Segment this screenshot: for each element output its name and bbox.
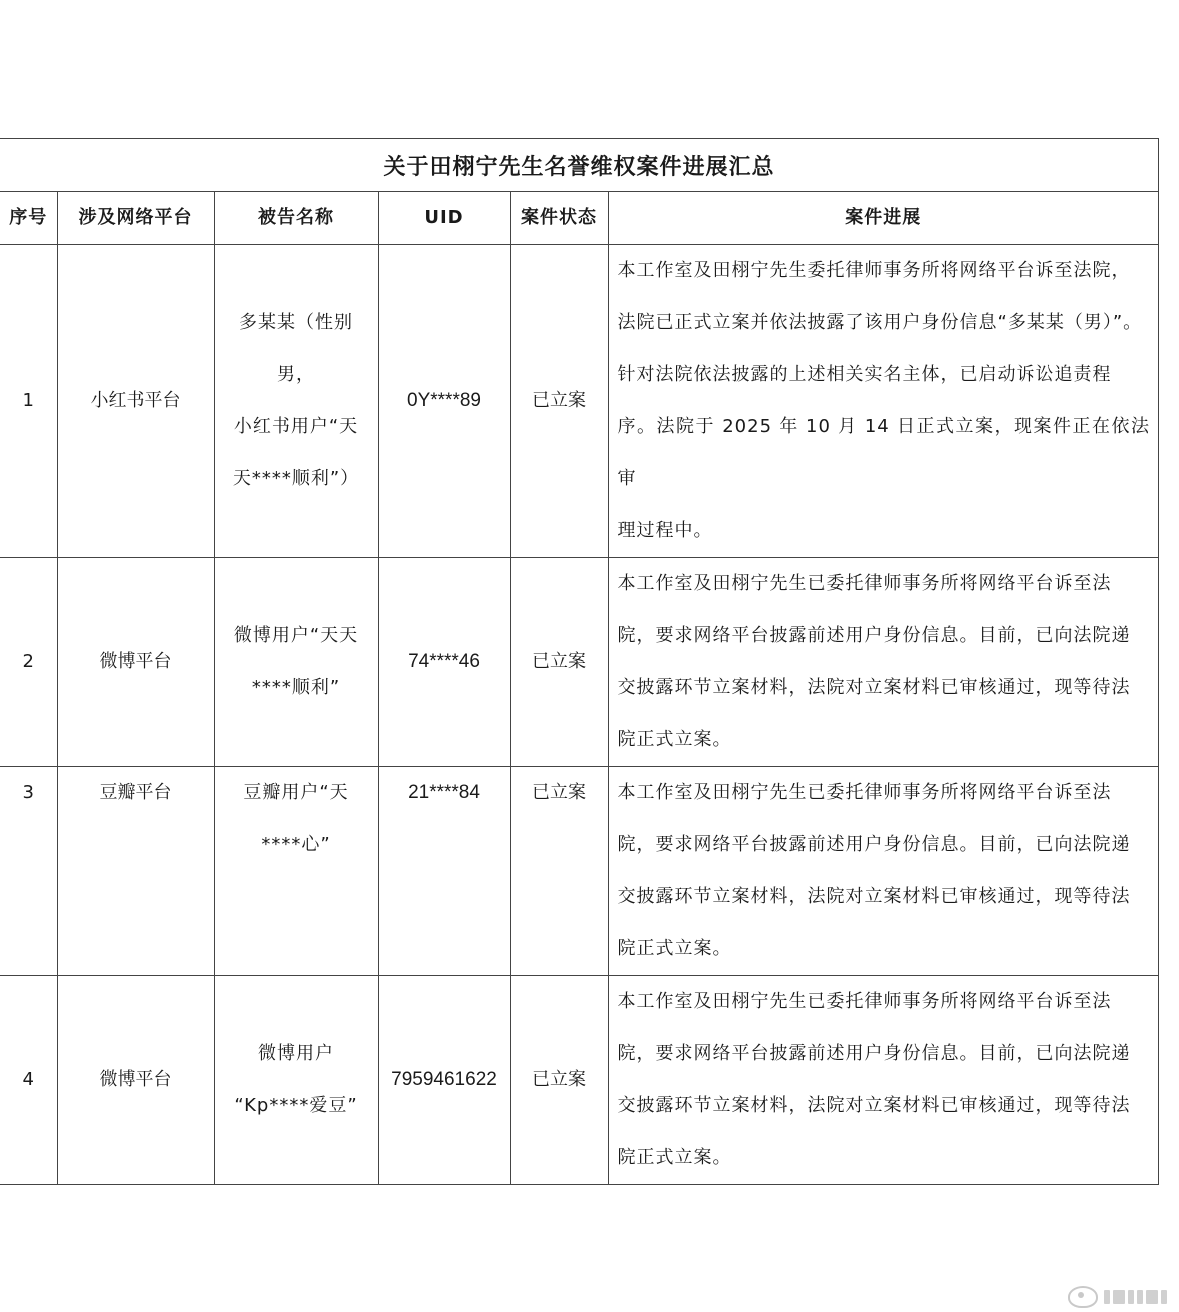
row-status: 已立案 [510,245,608,558]
defendant-line: “Kp****爱豆” [234,1095,358,1116]
header-uid: UID [378,192,510,245]
progress-line: 交披露环节立案材料，法院对立案材料已审核通过，现等待法 [617,886,1131,907]
case-summary-table-container [0,138,1159,1185]
progress-line: 序。法院于 2025 年 10 月 14 日正式立案，现案件正在依法审 [617,416,1150,489]
table-row [0,767,1158,976]
progress-line: 本工作室及田栩宁先生委托律师事务所将网络平台诉至法院， [617,260,1131,281]
defendant-line: 微博用户“天天 [233,625,359,646]
progress-line: 院正式立案。 [617,938,732,959]
row-progress [608,245,1158,558]
defendant-line: 微博用户 [258,1043,334,1064]
row-progress [608,767,1158,976]
defendant-line: 豆瓣用户“天 [243,782,349,803]
row-platform: 微博平台 [57,976,214,1185]
header-status: 案件状态 [510,192,608,245]
row-progress [608,558,1158,767]
row-defendant [214,245,378,558]
row-status: 已立案 [510,976,608,1185]
row-uid: 0Y****89 [378,245,510,558]
progress-line: 理过程中。 [617,520,713,541]
row-serial: 3 [0,767,57,976]
defendant-line: 小红书用户“天 [233,416,359,437]
row-uid: 7959461622 [378,976,510,1185]
row-status: 已立案 [510,767,608,976]
weibo-watermark [1068,1286,1167,1308]
weibo-logo-icon [1068,1286,1098,1308]
progress-line: 交披露环节立案材料，法院对立案材料已审核通过，现等待法 [617,1095,1131,1116]
table-row [0,976,1158,1185]
row-serial: 4 [0,976,57,1185]
progress-line: 本工作室及田栩宁先生已委托律师事务所将网络平台诉至法 [617,782,1112,803]
row-platform: 小红书平台 [57,245,214,558]
header-progress: 案件进展 [608,192,1158,245]
progress-line: 院正式立案。 [617,1147,732,1168]
row-uid: 21****84 [378,767,510,976]
table-header-row [0,192,1158,245]
defendant-line: 天****顺利”） [232,468,360,489]
header-platform: 涉及网络平台 [57,192,214,245]
progress-line: 针对法院依法披露的上述相关实名主体，已启动诉讼追责程 [617,364,1112,385]
progress-line: 本工作室及田栩宁先生已委托律师事务所将网络平台诉至法 [617,573,1112,594]
watermark-username-mark [1104,1290,1167,1304]
row-platform: 微博平台 [57,558,214,767]
row-uid: 74****46 [378,558,510,767]
progress-line: 院正式立案。 [617,729,732,750]
header-defendant: 被告名称 [214,192,378,245]
defendant-line: 多某某（性别男， [239,312,353,385]
table-row [0,245,1158,558]
row-serial: 1 [0,245,57,558]
row-defendant [214,767,378,976]
progress-line: 本工作室及田栩宁先生已委托律师事务所将网络平台诉至法 [617,991,1112,1012]
header-serial: 序号 [0,192,57,245]
row-progress [608,976,1158,1185]
case-table [0,192,1158,1184]
progress-line: 交披露环节立案材料，法院对立案材料已审核通过，现等待法 [617,677,1131,698]
progress-line: 院，要求网络平台披露前述用户身份信息。目前，已向法院递 [617,1043,1131,1064]
row-status: 已立案 [510,558,608,767]
progress-line: 院，要求网络平台披露前述用户身份信息。目前，已向法院递 [617,625,1131,646]
row-defendant [214,558,378,767]
row-serial: 2 [0,558,57,767]
progress-line: 院，要求网络平台披露前述用户身份信息。目前，已向法院递 [617,834,1131,855]
progress-line: 法院已正式立案并依法披露了该用户身份信息“多某某（男）”。 [617,312,1143,333]
row-defendant [214,976,378,1185]
row-platform: 豆瓣平台 [57,767,214,976]
defendant-line: ****心” [261,834,331,855]
table-row [0,558,1158,767]
document-title: 关于田栩宁先生名誉维权案件进展汇总 [0,139,1158,192]
defendant-line: ****顺利” [251,677,341,698]
